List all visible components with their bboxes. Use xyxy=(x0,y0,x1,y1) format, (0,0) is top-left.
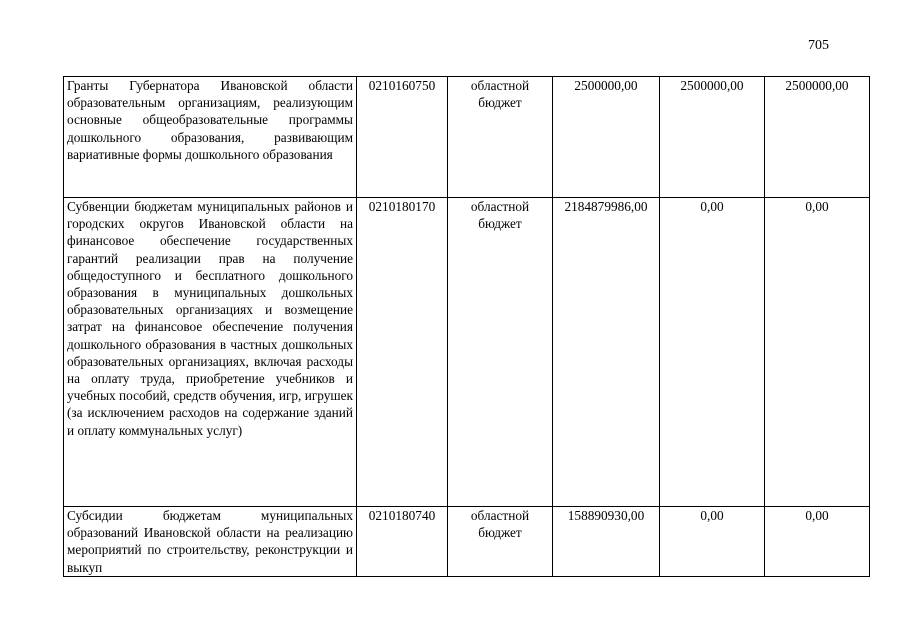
row-amount-2: 0,00 xyxy=(660,507,765,577)
row-description: Гранты Губернатора Ивановской области образовательным организациям, реализующим основные общеобразовательные программы дошкольного образования, развивающим вариативные формы дошкольного образования xyxy=(64,77,357,198)
row-amount-2: 2500000,00 xyxy=(660,77,765,198)
row-description: Субвенции бюджетам муниципальных районов и городских округов Ивановской области на финансовое обеспечение государственных гарантий реализации прав на получение общедоступного и бесплатного дошкольного образования в муниципальных дошкольных образовательных организациях и возмещение затрат на финансовое обеспечение получения дошкольного образования в частных дошкольных образовательных организациях, включая расходы на оплату труда, приобретение учебников и учебных пособий, средств обучения, игр, игрушек (за исключением расходов на содержание зданий и оплату коммунальных услуг) xyxy=(64,198,357,507)
row-amount-3: 0,00 xyxy=(765,507,870,577)
row-funding-source: областной бюджет xyxy=(448,507,553,577)
row-amount-1: 2500000,00 xyxy=(553,77,660,198)
row-amount-1: 2184879986,00 xyxy=(553,198,660,507)
row-code: 0210160750 xyxy=(357,77,448,198)
row-amount-2: 0,00 xyxy=(660,198,765,507)
row-funding-source: областной бюджет xyxy=(448,77,553,198)
page-number: 705 xyxy=(808,38,829,53)
row-amount-3: 2500000,00 xyxy=(765,77,870,198)
budget-table xyxy=(63,76,870,577)
row-description: Субсидии бюджетам муниципальных образований Ивановской области на реализацию мероприятий по строительству, реконструкции и выкуп xyxy=(64,507,357,577)
row-funding-source: областной бюджет xyxy=(448,198,553,507)
row-amount-3: 0,00 xyxy=(765,198,870,507)
row-code: 0210180740 xyxy=(357,507,448,577)
row-code: 0210180170 xyxy=(357,198,448,507)
row-amount-1: 158890930,00 xyxy=(553,507,660,577)
table-row xyxy=(64,77,870,198)
table-row xyxy=(64,198,870,507)
table-row xyxy=(64,507,870,577)
